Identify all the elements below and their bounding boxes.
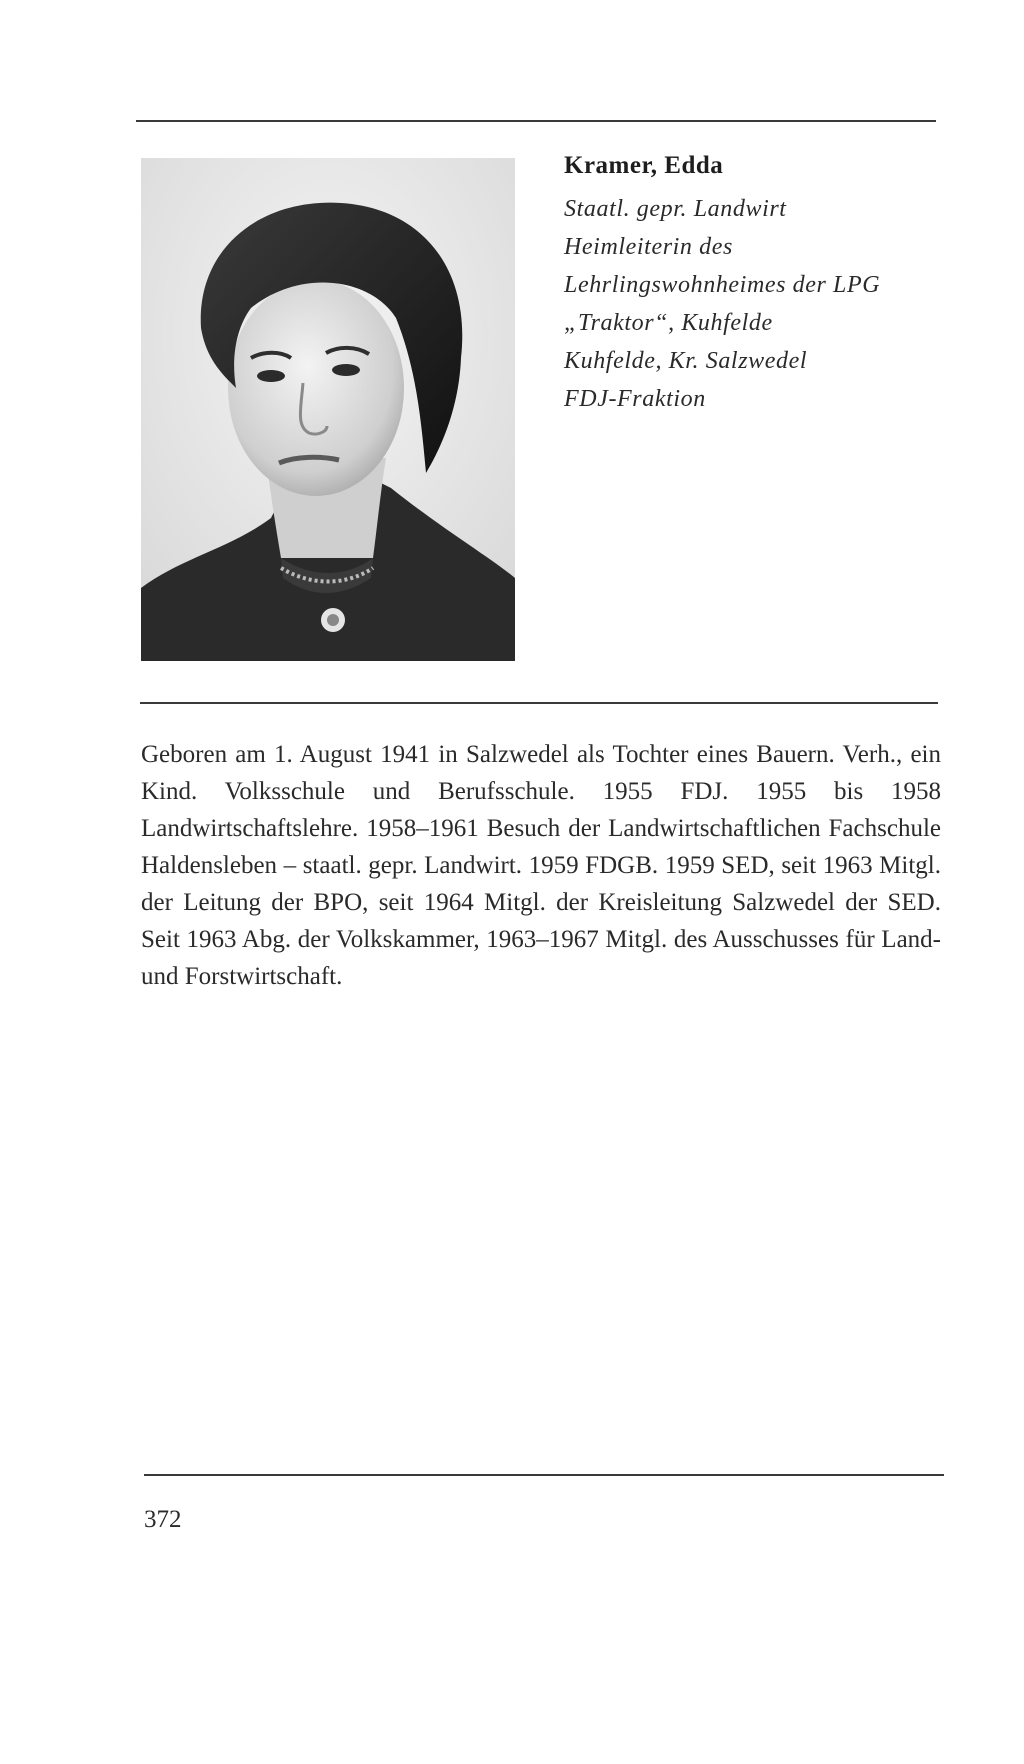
position-line-1: Heimleiterin des (564, 234, 733, 260)
position-line-3: „Traktor“, Kuhfelde (564, 310, 773, 336)
faction: FDJ-Fraktion (564, 386, 706, 412)
position-line-2: Lehrlingswohnheimes der LPG (564, 272, 881, 298)
portrait-photo (141, 158, 515, 661)
entry-header (564, 152, 944, 418)
middle-rule (140, 702, 938, 704)
residence: Kuhfelde, Kr. Salzwedel (564, 348, 808, 374)
occupation: Staatl. gepr. Landwirt (564, 196, 787, 222)
page-number: 372 (144, 1506, 182, 1533)
bottom-rule (144, 1474, 944, 1476)
top-rule (136, 120, 936, 122)
biography-text: Geboren am 1. August 1941 in Salzwedel als Tochter eines Bauern. Verh., ein Kind. Volksschule und Berufsschule. 1955 FDJ. 1955 bis 1958 Landwirtschaftslehre. 1958–1961 Besuch der Landwirtschaftlichen Fachschule Haldensleben – staatl. gepr. Landwirt. 1959 FDGB. 1959 SED, seit 1963 Mitgl. der Leitung der BPO, seit 1964 Mitgl. der Kreisleitung Salzwedel der SED. Seit 1963 Abg. der Volkskammer, 1963–1967 Mitgl. des Ausschusses für Land- und Forstwirtschaft. (141, 741, 941, 990)
person-name: Kramer, Edda (564, 152, 724, 179)
